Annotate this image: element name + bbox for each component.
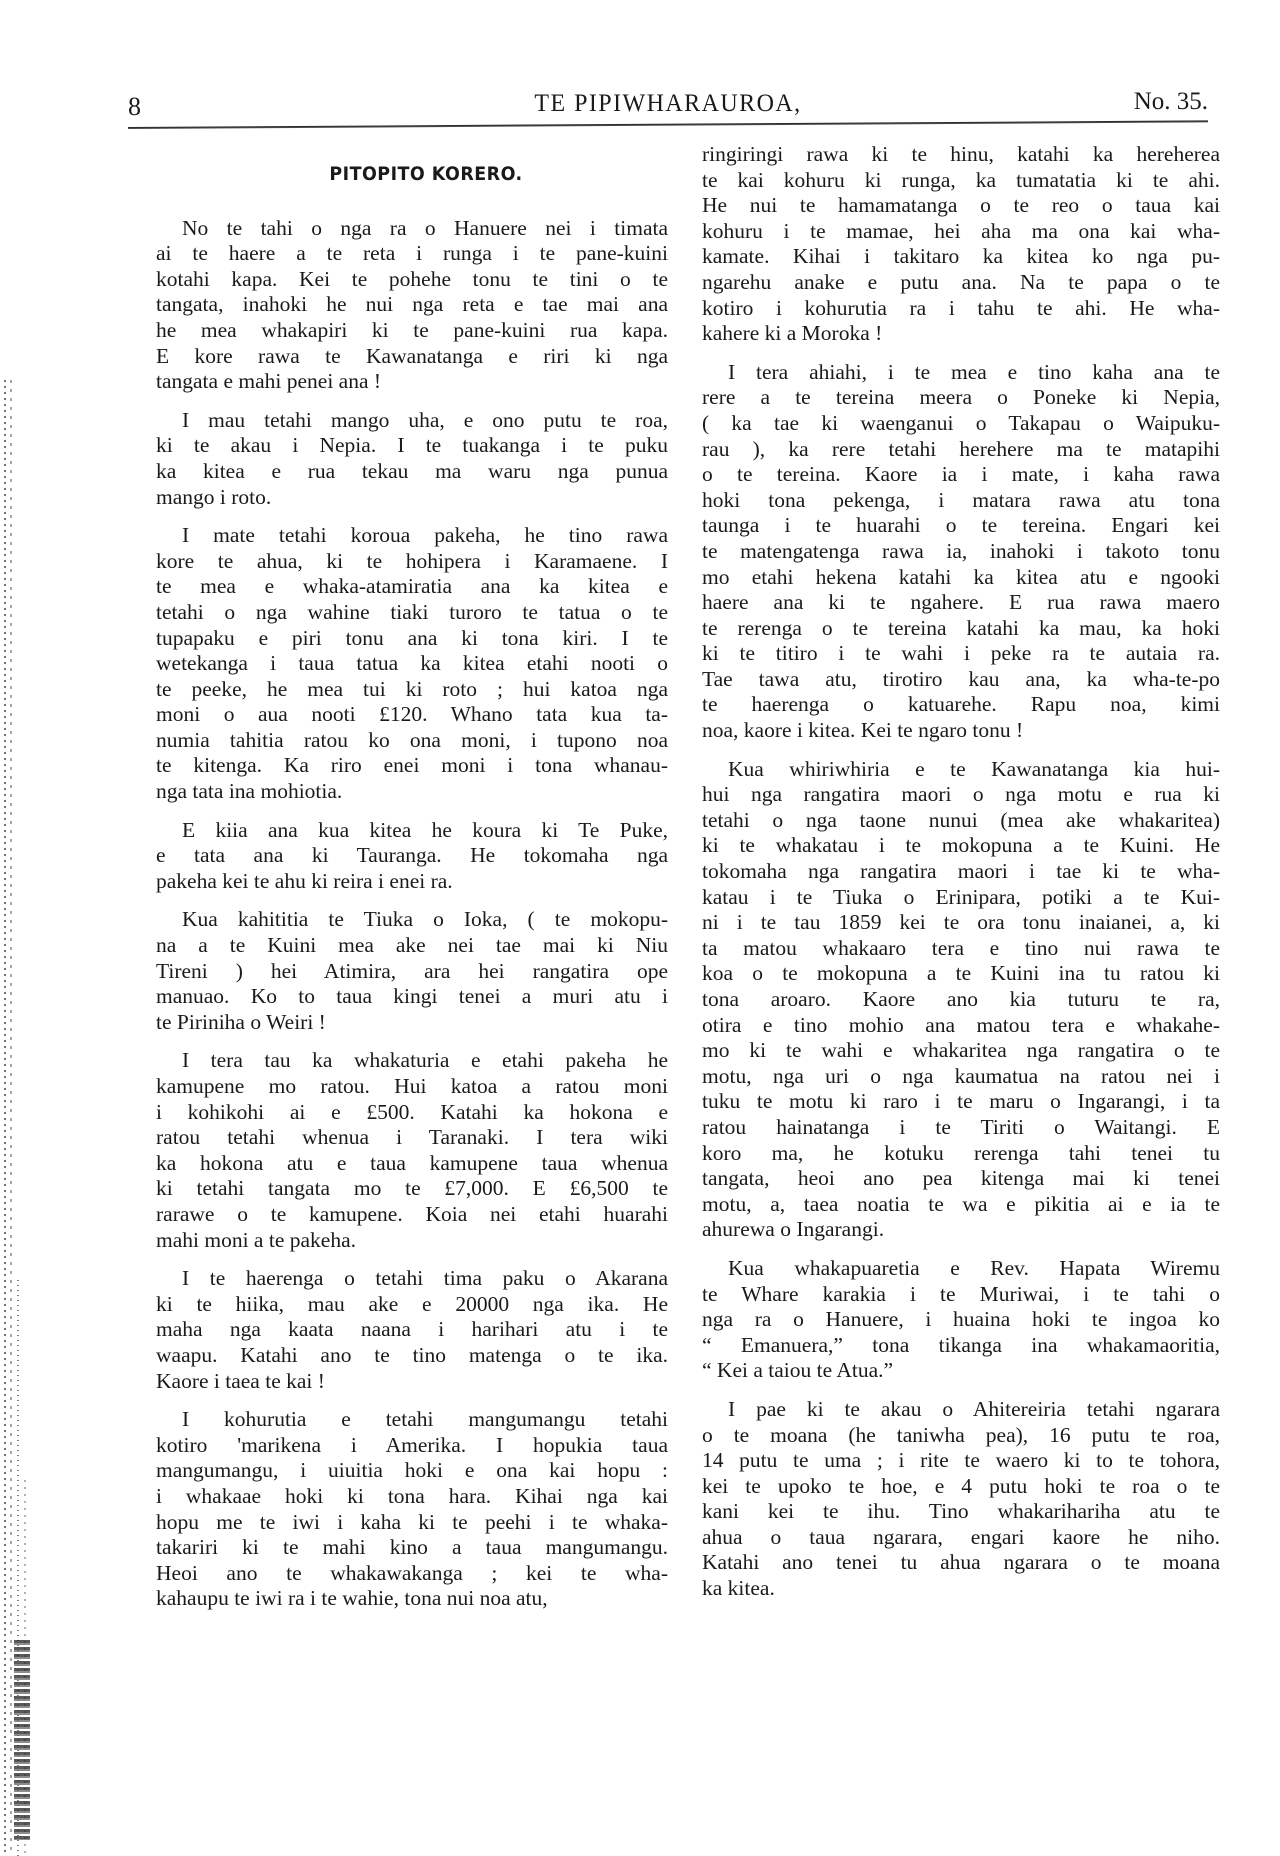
text-line: kahere ki a Moroka ! (702, 321, 883, 346)
text-line: ratou hainatanga i te Tiriti o Waitangi. E (702, 1114, 1220, 1139)
text-line: ( ka tae ki waenganui o Takapau o Waipuku- (702, 410, 1220, 435)
text-line: koro ma, he kotuku rerenga tahi tenei tu (702, 1140, 1220, 1165)
text-line: taunga i te huarahi o te tereina. Engari kei (702, 513, 1220, 538)
text-line: na a te Kuini mea ake nei tae mai ki Niu (156, 933, 668, 958)
left-column-paragraphs (156, 216, 668, 1612)
text-line: tangata e mahi penei ana ! (156, 369, 382, 394)
text-line: pakeha kei te ahu ki reira i enei ra. (156, 868, 453, 893)
text-line: mangumangu, i uiuitia hoki e ona kai hopu : (156, 1458, 668, 1483)
news-paragraph (702, 757, 1220, 1243)
text-line: o te tereina. Kaore ia i mate, i kaha rawa (702, 462, 1220, 487)
text-line: Kua kahititia te Tiuka o Ioka, ( te mokopu- (182, 907, 668, 932)
text-line: maha nga kaata naana i harihari atu i te (156, 1317, 668, 1342)
text-line: tona aroaro. Kaore ano kia tuturu te ra, (702, 987, 1220, 1011)
text-line: tetahi o nga wahine tiaki turoro te tatua o te (156, 599, 668, 624)
text-line: “ Kei a taiou te Atua.” (702, 1358, 894, 1383)
text-line: ka hokona atu e taua kamupene taua whenua (156, 1150, 668, 1175)
text-line: koa o te mokopuna a te Kuini ina tu ratou ki (702, 961, 1220, 986)
text-line: tetahi o nga taone nunui (mea ake whakaritea) (702, 807, 1220, 832)
news-paragraph (156, 818, 668, 895)
text-line: I te haerenga o tetahi tima paku o Akarana (182, 1266, 668, 1291)
text-line: e tata ana ki Tauranga. He tokomaha nga (156, 843, 668, 868)
text-line: te Piriniha o Weiri ! (156, 1009, 326, 1034)
text-line: rarawe o te kamupene. Koia nei etahi huarahi (156, 1201, 668, 1226)
text-line: i kohikohi ai e £500. Katahi ka hokona e (156, 1099, 668, 1124)
text-line: numia tahitia ratou ko ona moni, i tupono noa (156, 727, 668, 752)
text-line: rere a te tereina meera o Poneke ki Nepia, (702, 385, 1220, 410)
text-line: manuao. Ko to taua kingi tenei a muri atu i (156, 984, 668, 1009)
text-line: Heoi ano te whakawakanga ; kei te wha- (156, 1560, 668, 1585)
news-paragraph (156, 408, 668, 510)
text-line: kore te ahua, ki te hohipera i Karamaene. I (156, 548, 668, 573)
text-line: wetekanga i taua tatua ka kitea etahi nooti o (156, 651, 668, 676)
text-line: te mea e whaka-atamiratia ana ka kitea e (156, 574, 668, 599)
text-line: ki te akau i Nepia. I te tuakanga i te puku (156, 433, 668, 458)
text-line: waapu. Katahi ano te tino matenga o te ika. (156, 1342, 668, 1367)
text-line: E kiia ana kua kitea he koura ki Te Puke, (182, 817, 668, 842)
text-line: te peeke, he mea tui ki roto ; hui katoa nga (156, 676, 668, 701)
text-line: o te moana (he taniwha pea), 16 putu te roa, (702, 1422, 1220, 1447)
text-line: mo ki te wahi e whakaritea nga rangatira o te (702, 1038, 1220, 1063)
text-line: I tera ahiahi, i te mea e tino kaha ana te (728, 359, 1220, 384)
text-line: kohuru i te mamae, hei aha ma ona kai wha- (702, 218, 1220, 243)
text-line: tupapaku e piri tonu ana ki tona kiri. I te (156, 625, 668, 650)
text-line: Kua whakapuaretia e Rev. Hapata Wiremu (728, 1255, 1220, 1280)
text-line: te kai kohuru ki runga, ka tumatatia ki te ahi. (702, 167, 1220, 192)
text-line: hui nga rangatira maori o nga motu e rua ki (702, 782, 1220, 807)
text-line: ki te hiika, mau ake e 20000 nga ika. He (156, 1291, 668, 1316)
text-line: motu, nga uri o nga kaumatua na ratou nei i (702, 1063, 1220, 1088)
right-column-paragraphs (702, 142, 1220, 1602)
right-column (702, 142, 1220, 1615)
text-line: ki te whakatau i te mokopuna a te Kuini. He (702, 833, 1220, 858)
text-line: kani kei te ihu. Tino whakarihariha atu te (702, 1499, 1220, 1524)
text-line: ahua o taua ngarara, engari kaore he niho. (702, 1524, 1220, 1549)
left-column (156, 142, 668, 1625)
text-line: Tae tawa atu, tirotiro kau ana, ka wha-te-po (702, 666, 1220, 691)
binding-edge-shadow (14, 1640, 30, 1840)
text-line: tangata, heoi ano pea kitenga mai ki tenei (702, 1166, 1220, 1191)
text-line: mango i roto. (156, 484, 272, 509)
text-line: Tireni ) hei Atimira, ara hei rangatira ope (156, 958, 668, 983)
text-line: kahaupu te iwi ra i te wahie, tona nui noa atu, (156, 1586, 548, 1611)
news-paragraph (156, 216, 668, 395)
text-line: moni o aua nooti £120. Whano tata kua ta- (156, 702, 668, 727)
text-line: Kaore i taea te kai ! (156, 1368, 325, 1393)
text-line: mahi moni a te pakeha. (156, 1227, 356, 1252)
text-line: E kore rawa te Kawanatanga e riri ki nga (156, 343, 668, 368)
text-line: ni i te tau 1859 kei te ora tonu inaianei, a, ki (702, 910, 1220, 935)
text-line: tangata, inahoki he nui nga reta e tae mai ana (156, 292, 668, 317)
text-line: ahurewa o Ingarangi. (702, 1217, 885, 1242)
text-line: noa, kaore i kitea. Kei te ngaro tonu ! (702, 718, 1024, 743)
page-number: 8 (128, 92, 141, 121)
text-line: kotiro 'marikena i Amerika. I hopukia taua (156, 1432, 668, 1457)
text-line: haere ana ki te ngahere. E rua rawa maero (702, 590, 1220, 615)
text-line: te matengatenga rawa ia, inahoki i takoto tonu (702, 538, 1220, 563)
journal-title: TE PIPIWHARAUROA, (534, 90, 802, 117)
news-paragraph (156, 907, 668, 1035)
text-line: ka kitea. (702, 1576, 775, 1601)
news-paragraph (156, 523, 668, 805)
text-line: he mea whakapiri ki te pane-kuini rua kapa. (156, 317, 668, 342)
text-line: motu, a, taea noatia te wa e pikitia ai e ia te (702, 1191, 1220, 1216)
text-line: i whakaae hoki ki tona hara. Kihai nga kai (156, 1483, 668, 1508)
text-line: Kua whiriwhiria e te Kawanatanga kia hui- (728, 756, 1220, 781)
text-line: ratou tetahi whenua i Taranaki. I tera wiki (156, 1125, 668, 1150)
text-line: He nui te hamamatanga o te reo o taua kai (702, 193, 1220, 218)
text-line: tokomaha nga rangatira maori i tae ki te wha- (702, 859, 1220, 884)
text-line: Katahi ano tenei tu ahua ngarara o te moana (702, 1550, 1220, 1575)
text-line: rau ), ka rere tetahi herehere ma te matapihi (702, 436, 1220, 461)
text-line: ngarehu anake e putu ana. Na te papa o te (702, 269, 1220, 294)
text-line: ki tetahi tangata mo te £7,000. E £6,500 te (156, 1176, 668, 1201)
text-line: nga ra o Hanuere, i huaina hoki te ingoa ko (702, 1307, 1220, 1332)
news-paragraph (156, 1048, 668, 1253)
text-line: mo etahi hekena katahi ka kitea atu e ngooki (702, 564, 1220, 589)
text-line: 14 putu te uma ; i rite te waero ki to te tohora, (702, 1448, 1220, 1473)
text-line: te haerenga o katuarehe. Rapu noa, kimi (702, 692, 1220, 717)
text-line: “ Emanuera,” tona tikanga ina whakamaoritia, (702, 1332, 1220, 1357)
news-paragraph (702, 142, 1220, 347)
text-line: ta matou whakaaro tera e tino nui rawa te (702, 935, 1220, 960)
text-line: kamate. Kihai i takitaro ka kitea ko nga pu- (702, 244, 1220, 269)
binding-edge-artifact (0, 380, 28, 1856)
text-line: te kitenga. Ka riro enei moni i tona whanau- (156, 753, 668, 778)
text-line: kei te upoko te hoe, e 4 putu hoki te roa o te (702, 1473, 1220, 1498)
news-paragraph (702, 1256, 1220, 1384)
news-paragraph (702, 1397, 1220, 1602)
text-line: tuku te motu ki raro i te maru o Ingarangi, i ta (702, 1089, 1220, 1114)
text-line: I mate tetahi koroua pakeha, he tino rawa (182, 523, 668, 548)
issue-number: No. 35. (1133, 88, 1208, 115)
text-line: hoki tona pekenga, i matara rawa atu tona (702, 487, 1220, 512)
text-line: takariri ki te mahi kino a taua mangumangu. (156, 1535, 668, 1560)
text-line: ka kitea e rua tekau ma waru nga punua (156, 458, 668, 483)
news-paragraph (702, 360, 1220, 744)
text-line: I tera tau ka whakaturia e etahi pakeha he (182, 1048, 668, 1073)
text-line: kamupene mo ratou. Hui katoa a ratou moni (156, 1074, 668, 1098)
text-line: kotahi kapa. Kei te pohehe tonu te tini o te (156, 266, 668, 291)
text-line: I mau tetahi mango uha, e ono putu te roa, (182, 407, 668, 432)
text-line: te Whare karakia i te Muriwai, i te tahi o (702, 1281, 1220, 1306)
text-line: I pae ki te akau o Ahitereiria tetahi ngarara (728, 1396, 1220, 1421)
text-line: te rerenga o te tereina katahi ka mau, ka hoki (702, 615, 1220, 640)
text-line: ai te haere a te reta i runga i te pane-kuini (156, 241, 668, 266)
section-heading: PITOPITO KORERO. (329, 163, 523, 185)
text-line: I kohurutia e tetahi mangumangu tetahi (182, 1407, 668, 1432)
text-line: ki te titiro i te wahi i peke ra te autaia ra. (702, 641, 1220, 666)
text-line: No te tahi o nga ra o Hanuere nei i timata (182, 215, 668, 240)
text-line: nga tata ina mohiotia. (156, 779, 343, 804)
text-line: katau i te Tiuka o Erinipara, potiki a te Kui- (702, 884, 1220, 909)
text-line: otira e tino mohio ana matou tera e whakahe- (702, 1012, 1220, 1037)
text-line: kotiro i kohurutia ra i tahu te ahi. He wha- (702, 295, 1220, 320)
text-line: ringiringi rawa ki te hinu, katahi ka hereherea (702, 142, 1220, 166)
news-paragraph (156, 1266, 668, 1394)
news-paragraph (156, 1407, 668, 1612)
text-line: hopu me te iwi i kaha ki te peehi i te whaka- (156, 1509, 668, 1534)
